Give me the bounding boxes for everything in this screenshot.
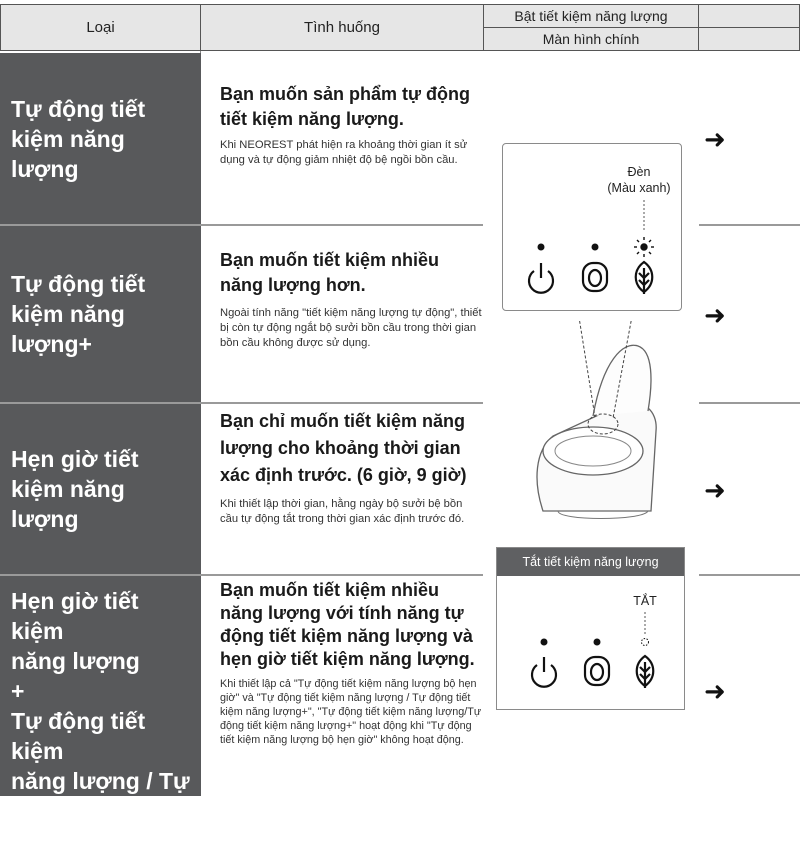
situation-heading: Bạn muốn tiết kiệm nhiều năng lượng với tính năng tự động tiết kiệm năng lượng và hẹn giờ tiết kiệm năng lượng. <box>220 580 475 669</box>
situation-timer-saving <box>220 408 482 527</box>
category-multiline-label <box>11 586 193 856</box>
situation-description: Khi NEOREST phát hiện ra khoảng thời gian ít sử dụng và tự động giảm nhiệt độ bệ ngồi bồn cầu. <box>220 139 468 166</box>
leaf-icon <box>637 656 654 688</box>
arrow-right-icon: ➜ <box>704 475 726 505</box>
header-extra-bottom <box>698 27 800 51</box>
header-type-label: Loại <box>86 19 115 36</box>
seat-icon <box>585 657 609 685</box>
category-line: + <box>11 678 25 704</box>
lamp-color-text: (Màu xanh) <box>607 181 671 195</box>
category-timer-saving <box>0 404 201 574</box>
situation-description: Khi thiết lập cả "Tự động tiết kiệm năng lượng bộ hẹn giờ" và "Tự động tiết kiệm năng lượng / Tự động tiết kiệm năng lượng+", "Tự động tiết kiệm năng lượng/Tự động tiết kiệm năng lượng+" hoạt động khi "Tự động tiết kiệm năng lượng bộ hẹn giờ" không hoạt động. <box>220 678 482 746</box>
header-main-label: Màn hình chính <box>542 31 640 47</box>
lamp-label-text: Đèn <box>627 165 651 179</box>
arrow-right-icon: ➜ <box>704 300 726 330</box>
category-line: Tự động tiết kiệm <box>11 708 146 764</box>
situation-heading: Bạn muốn sản phẩm tự động tiết kiệm năng lượng. <box>220 84 471 129</box>
category-auto-saving-plus <box>0 226 201 402</box>
category-line: Hẹn giờ tiết kiệm <box>11 588 139 644</box>
category-label: Tự động tiết kiệm năng lượng+ <box>11 271 146 357</box>
header-on-label: Bật tiết kiệm năng lượng <box>514 8 668 24</box>
seat-icon <box>583 263 607 291</box>
leaf-icon <box>636 262 653 294</box>
header-energy-saving-on <box>483 4 699 28</box>
category-line: năng lượng / Tự <box>11 768 190 794</box>
header-situation-label: Tình huống <box>304 19 380 36</box>
situation-auto-saving <box>220 82 482 168</box>
category-line: năng lượng+ <box>11 828 154 854</box>
toilet-illustration <box>523 321 673 531</box>
situation-heading: Bạn chỉ muốn tiết kiệm năng lượng cho khoảng thời gian xác định trước. (6 giờ, 9 giờ) <box>220 411 467 485</box>
control-panel-on <box>502 143 682 311</box>
control-panel-off <box>496 547 685 710</box>
off-panel-title-text: Tắt tiết kiệm năng lượng <box>522 555 659 569</box>
off-panel-icons <box>497 576 684 709</box>
main-screen-column <box>483 51 699 796</box>
power-icon <box>532 657 556 687</box>
category-line: động tiết kiệm <box>11 798 167 824</box>
control-panel-icons <box>503 144 683 312</box>
situation-description: Ngoài tính năng "tiết kiệm năng lượng tự động", thiết bị còn tự động ngắt bộ sưởi bồn cầu trong thời gian bồn cầu không được sử dụng. <box>220 307 482 349</box>
power-icon <box>529 263 553 293</box>
situation-heading: Bạn muốn tiết kiệm nhiều năng lượng hơn. <box>220 250 440 295</box>
off-label: TẮT <box>633 594 657 608</box>
category-line: năng lượng <box>11 648 140 674</box>
header-main-screen <box>483 27 699 51</box>
situation-timer-and-auto <box>220 579 482 747</box>
category-label: Hẹn giờ tiết kiệm năng lượng <box>11 446 139 532</box>
header-extra-top <box>698 4 800 28</box>
arrow-right-icon: ➜ <box>704 676 726 706</box>
arrow-right-icon: ➜ <box>704 124 726 154</box>
category-timer-and-auto <box>0 576 201 854</box>
header-type <box>0 4 201 51</box>
off-panel-title <box>497 548 684 576</box>
category-label: Tự động tiết kiệm năng lượng <box>11 95 146 182</box>
header-situation <box>200 4 484 51</box>
situation-description: Khi thiết lập thời gian, hằng ngày bộ sưởi bệ bồn cầu tự động tắt trong thời gian xác định trước đó. <box>220 498 465 525</box>
situation-auto-saving-plus <box>220 248 482 351</box>
category-auto-saving <box>0 53 201 224</box>
